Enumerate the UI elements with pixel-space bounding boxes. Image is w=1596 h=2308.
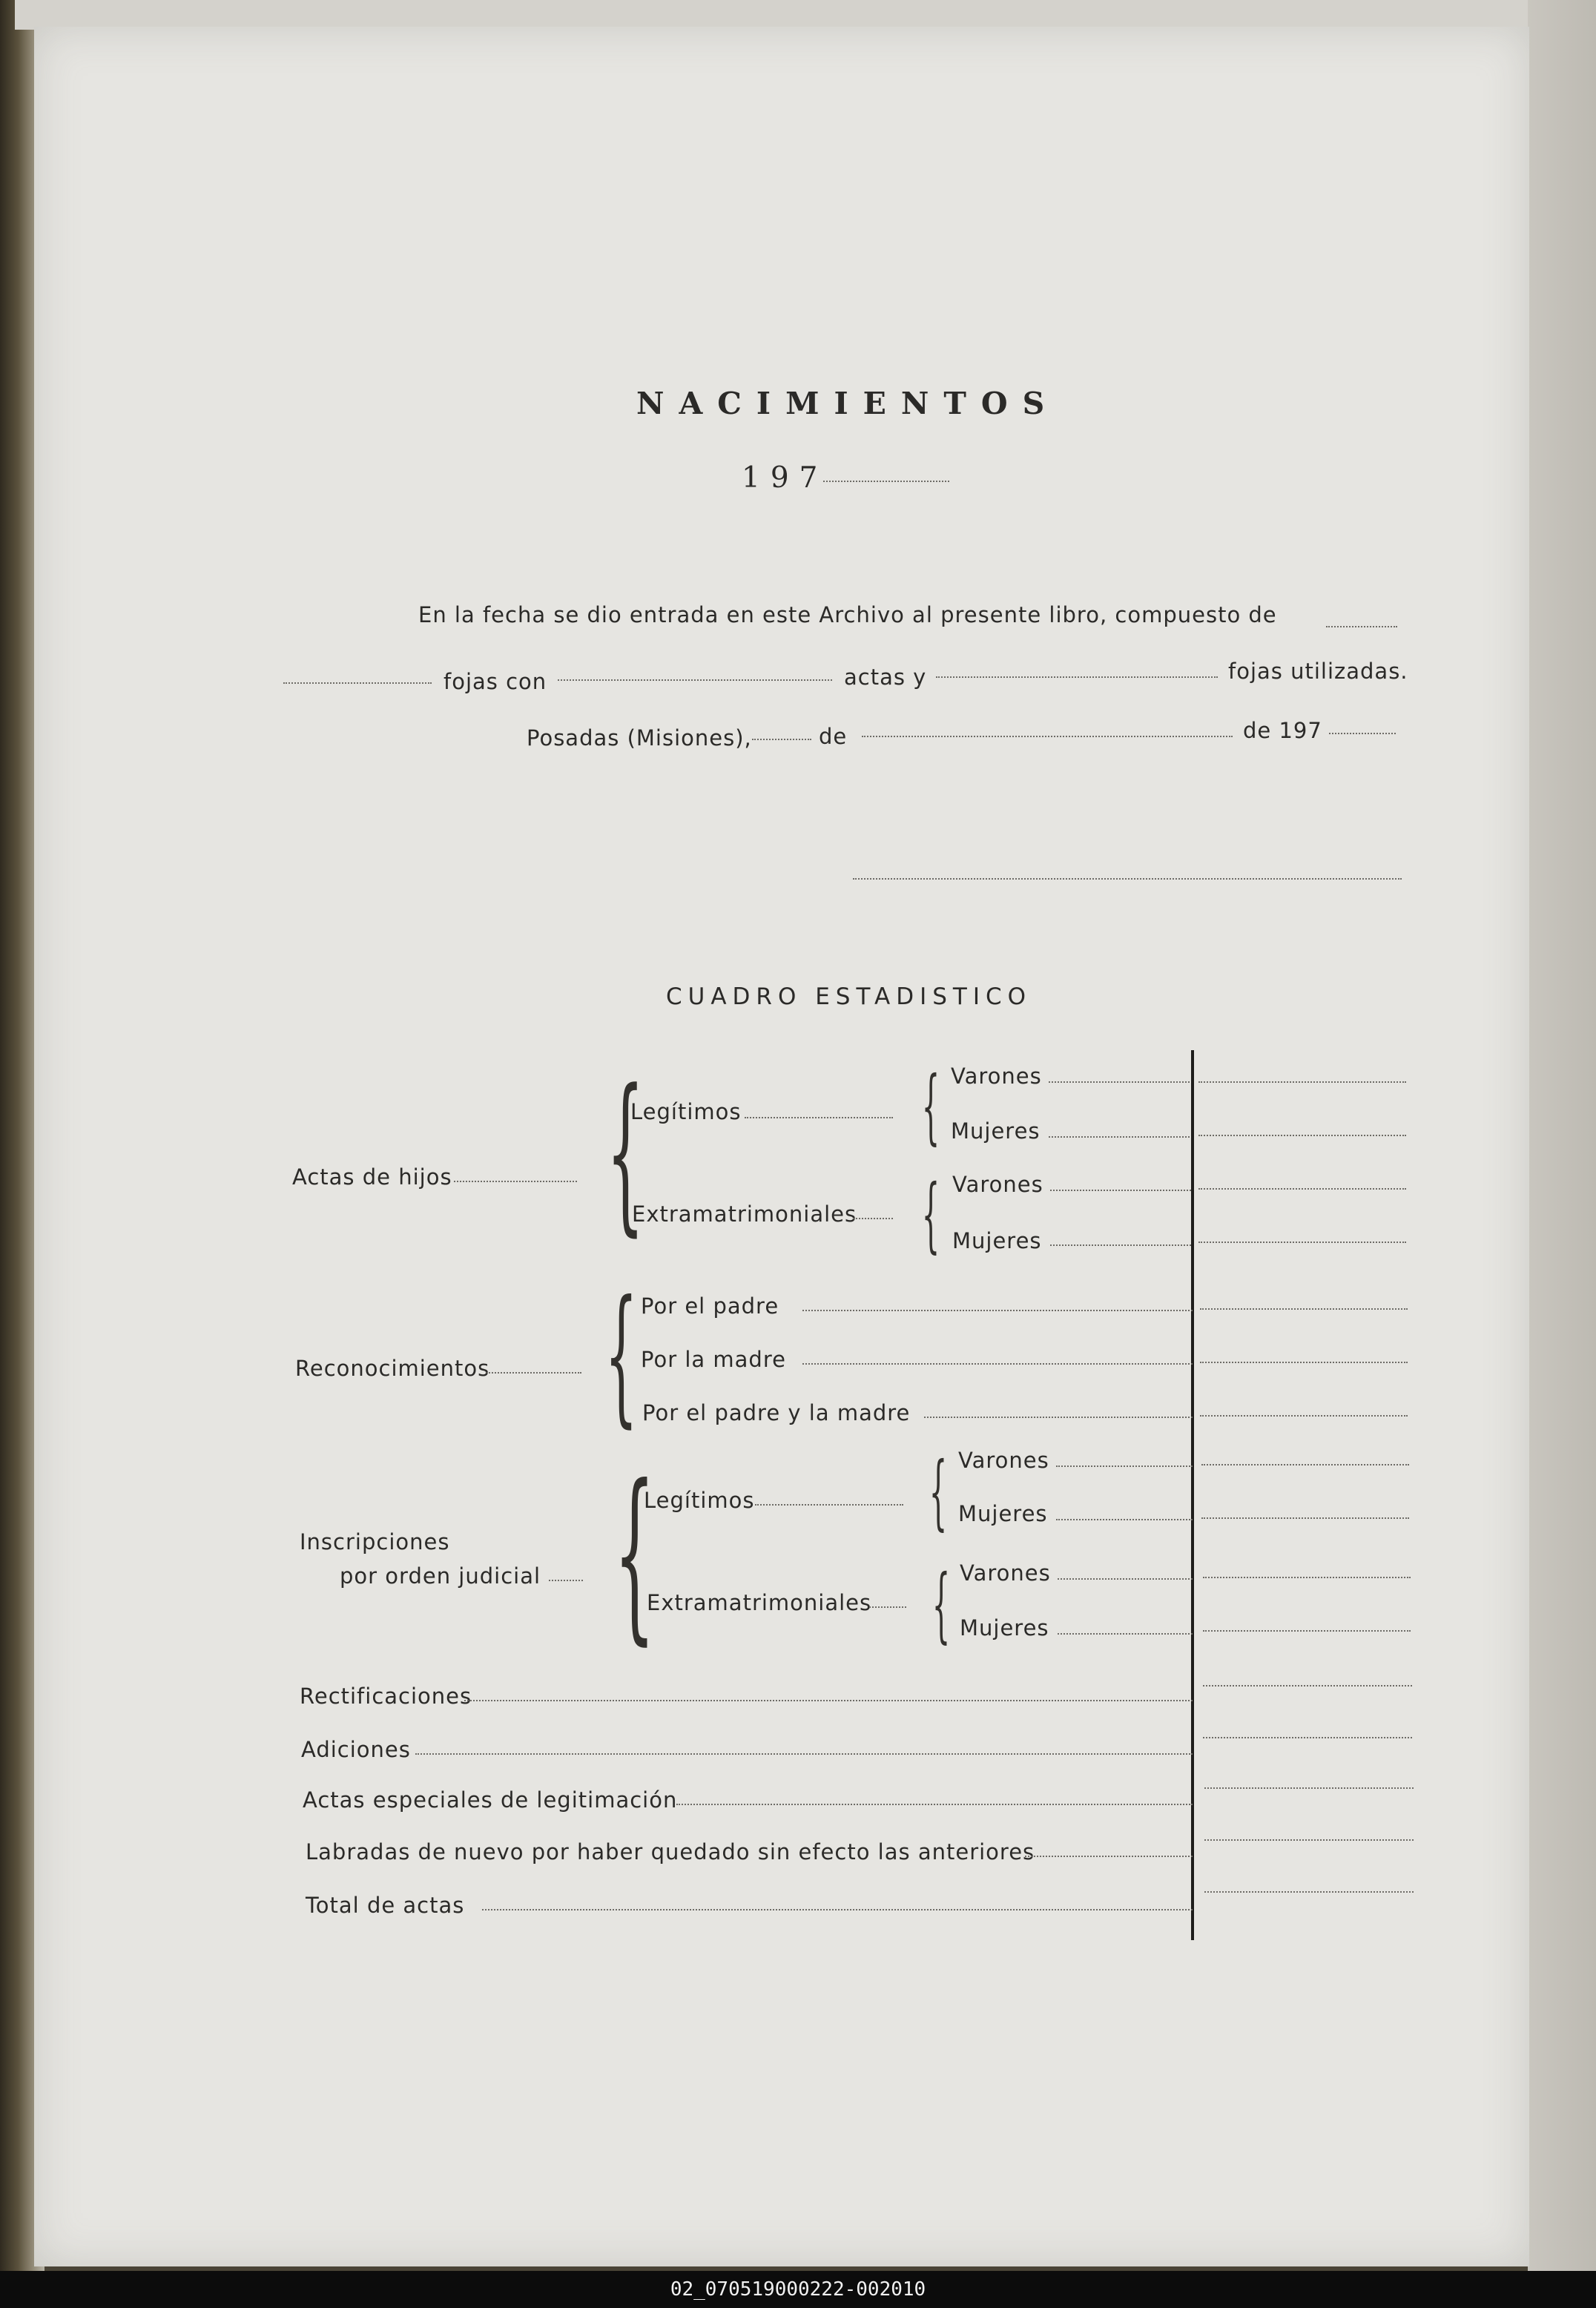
- right-blank: [1201, 1517, 1409, 1519]
- sub-por-el-padre-dots: [802, 1310, 1193, 1311]
- group-reconocimientos: Reconocimientos: [295, 1356, 490, 1381]
- gender-varones-2: Varones: [952, 1172, 1043, 1197]
- gender-mujeres-2: Mujeres: [952, 1228, 1042, 1253]
- right-blank: [1198, 1242, 1406, 1243]
- fojas-utilizadas-label: fojas utilizadas.: [1228, 659, 1408, 684]
- signature-line: [853, 878, 1402, 880]
- gender-mujeres-3: Mujeres: [958, 1501, 1048, 1526]
- group-reconocimientos-dots: [487, 1372, 581, 1374]
- right-blank: [1198, 1188, 1406, 1190]
- sub-legitimos-2-dots: [755, 1504, 903, 1506]
- year-end-blank: [1329, 733, 1396, 734]
- fojas-blank: [283, 682, 432, 684]
- right-blank: [1201, 1464, 1409, 1465]
- right-blank: [1204, 1839, 1414, 1841]
- year-blank: [823, 481, 949, 482]
- gender-mujeres-3-dots: [1056, 1519, 1193, 1520]
- right-blank: [1203, 1737, 1412, 1738]
- right-blank: [1203, 1577, 1411, 1578]
- group-inscripciones-1: Inscripciones: [300, 1529, 450, 1554]
- month-blank: [862, 736, 1233, 737]
- row-actas-especiales: Actas especiales de legitimación: [303, 1787, 678, 1813]
- right-blank: [1204, 1891, 1414, 1893]
- fojas-total-blank: [1326, 626, 1397, 627]
- sub-por-el-padre: Por el padre: [641, 1293, 779, 1319]
- gender-varones-1-dots: [1049, 1081, 1190, 1083]
- gender-varones-4: Varones: [960, 1560, 1051, 1586]
- gender-mujeres-1: Mujeres: [951, 1118, 1041, 1144]
- page-title: NACIMIENTOS: [636, 386, 1060, 421]
- row-rectificaciones-dots: [464, 1700, 1193, 1701]
- fojas-con-label: fojas con: [443, 669, 547, 694]
- row-labradas-dots: [1025, 1856, 1193, 1857]
- brace-inscripciones: {: [613, 1445, 656, 1661]
- sub-legitimos-2: Legítimos: [644, 1488, 755, 1513]
- register-page: [34, 27, 1529, 2266]
- group-actas-hijos-dots: [454, 1181, 577, 1182]
- row-labradas: Labradas de nuevo por haber quedado sin efecto las anteriores: [306, 1839, 1035, 1864]
- actas-count-blank: [558, 679, 832, 681]
- row-adiciones: Adiciones: [301, 1737, 411, 1762]
- entry-line-1: En la fecha se dio entrada en este Archivo al presente libro, compuesto de: [418, 602, 1277, 627]
- right-blank: [1200, 1415, 1408, 1417]
- group-inscripciones-dots: [549, 1580, 583, 1581]
- sub-extramatrimoniales-1-dots: [853, 1218, 893, 1219]
- sub-extramatrimoniales-2: Extramatrimoniales: [647, 1590, 872, 1615]
- gender-varones-1: Varones: [951, 1064, 1042, 1089]
- group-inscripciones-2: por orden judicial: [340, 1563, 541, 1589]
- gender-varones-4-dots: [1058, 1578, 1193, 1580]
- sub-legitimos-1-dots: [745, 1117, 893, 1118]
- fojas-utilizadas-blank: [936, 676, 1218, 678]
- de-label: de: [819, 724, 848, 749]
- place-label: Posadas (Misiones),: [527, 725, 752, 751]
- right-blank: [1200, 1308, 1408, 1310]
- brace-reconocimientos: {: [604, 1269, 638, 1442]
- gender-mujeres-2-dots: [1050, 1244, 1191, 1246]
- right-blank: [1204, 1787, 1414, 1789]
- day-blank: [752, 739, 811, 740]
- image-id-footer: 02_070519000222-002010: [0, 2271, 1596, 2308]
- sub-por-ambos: Por el padre y la madre: [642, 1400, 911, 1425]
- page-top-edge: [15, 0, 1528, 30]
- row-rectificaciones: Rectificaciones: [300, 1684, 472, 1709]
- sub-extramatrimoniales-1: Extramatrimoniales: [632, 1201, 857, 1227]
- right-blank: [1198, 1081, 1406, 1083]
- gender-varones-2-dots: [1050, 1190, 1191, 1191]
- group-actas-hijos: Actas de hijos: [292, 1164, 452, 1190]
- row-total-dots: [482, 1909, 1193, 1910]
- row-actas-especiales-dots: [676, 1804, 1193, 1805]
- stats-title: CUADRO ESTADISTICO: [666, 983, 1032, 1010]
- right-blank: [1203, 1685, 1412, 1687]
- gender-varones-3: Varones: [958, 1448, 1049, 1473]
- row-adiciones-dots: [415, 1753, 1193, 1755]
- brace-extra-1: {: [921, 1167, 940, 1262]
- column-separator: [1191, 1050, 1194, 1940]
- actas-y-label: actas y: [844, 665, 927, 690]
- brace-extra-2: {: [931, 1557, 951, 1652]
- sub-extramatrimoniales-2-dots: [869, 1606, 906, 1608]
- gender-varones-3-dots: [1056, 1465, 1193, 1467]
- right-blank: [1198, 1135, 1406, 1136]
- sub-por-la-madre-dots: [802, 1363, 1193, 1365]
- brace-legitimos-1: {: [921, 1058, 940, 1153]
- brace-legitimos-2: {: [929, 1444, 948, 1539]
- brace-actas-hijos: {: [606, 1054, 644, 1252]
- sub-por-la-madre: Por la madre: [641, 1347, 786, 1372]
- gender-mujeres-4: Mujeres: [960, 1615, 1049, 1641]
- sub-legitimos-1: Legítimos: [630, 1099, 742, 1124]
- gender-mujeres-4-dots: [1058, 1633, 1193, 1635]
- page-edge: [1528, 0, 1596, 2271]
- de-year-label: de 197: [1243, 718, 1322, 743]
- row-total: Total de actas: [306, 1893, 465, 1918]
- right-blank: [1203, 1630, 1411, 1632]
- sub-por-ambos-dots: [924, 1417, 1193, 1418]
- gender-mujeres-1-dots: [1049, 1136, 1190, 1138]
- year-label: 197: [742, 461, 828, 495]
- right-blank: [1200, 1362, 1408, 1363]
